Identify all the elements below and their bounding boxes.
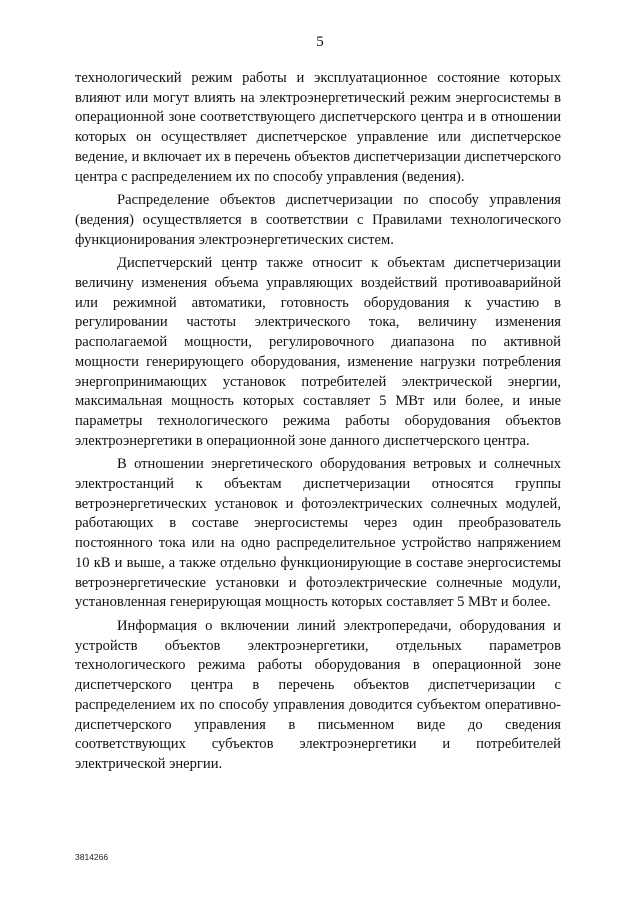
paragraph-wind-solar: В отношении энергетического оборудования ветровых и солнечных электростанций к объектам диспетчеризации относятся группы ветроэнергетических установок и фотоэлектрических солнечных модулей, работающих в составе энергосистемы через один преобразователь постоянного тока или на одно распределительное устройство напряжением 10 кВ и выше, а также отдельно функционирующие в составе энергосистемы ветроэнергетические установки и фотоэлектрические солнечные модули, установленная генерирующая мощность которых составляет 5 МВт и более. bbox=[75, 456, 561, 611]
paragraph-dispatch-center: Диспетчерский центр также относит к объектам диспетчеризации величину изменения объема управляющих воздействий противоаварийной или режимной автоматики, готовность оборудования к участию в регулировании частоты электрического тока, величину изменения располагаемой мощности, регулировочного диапазона по активной мощности генерирующего оборудования, изменение нагрузки потребления энергопринимающих установок потребителей электрической энергии, максимальная мощность которых составляет 5 МВт или более, и иные параметры технологического режима работы оборудования объектов электроэнергетики в операционной зоне данного диспетчерского центра. bbox=[75, 255, 561, 449]
document-body bbox=[75, 69, 561, 775]
document-code: 3814266 bbox=[75, 852, 109, 862]
paragraph-continuation: технологический режим работы и эксплуатационное состояние которых влияют или могут влиять на электроэнергетический режим энергосистемы в операционной зоне соответствующего диспетчерского центра и в отношении которых он осуществляет диспетчерское управление или диспетчерское ведение, и включает их в перечень объектов диспетчеризации диспетчерского центра с распределением их по способу управления (ведения). bbox=[75, 70, 561, 185]
page-number: 5 bbox=[316, 34, 324, 50]
paragraph-distribution: Распределение объектов диспетчеризации по способу управления (ведения) осуществляется в соответствии с Правилами технологического функционирования электроэнергетических систем. bbox=[75, 192, 561, 248]
paragraph-information: Информация о включении линий электропередачи, оборудования и устройств объектов электроэнергетики, отдельных параметров технологического режима работы оборудования в операционной зоне диспетчерского центра в перечень объектов диспетчеризации с распределением их по способу управления доводится субъектом оперативно-диспетчерского управления в письменном виде до сведения соответствующих субъектов электроэнергетики и потребителей электрической энергии. bbox=[75, 617, 561, 772]
